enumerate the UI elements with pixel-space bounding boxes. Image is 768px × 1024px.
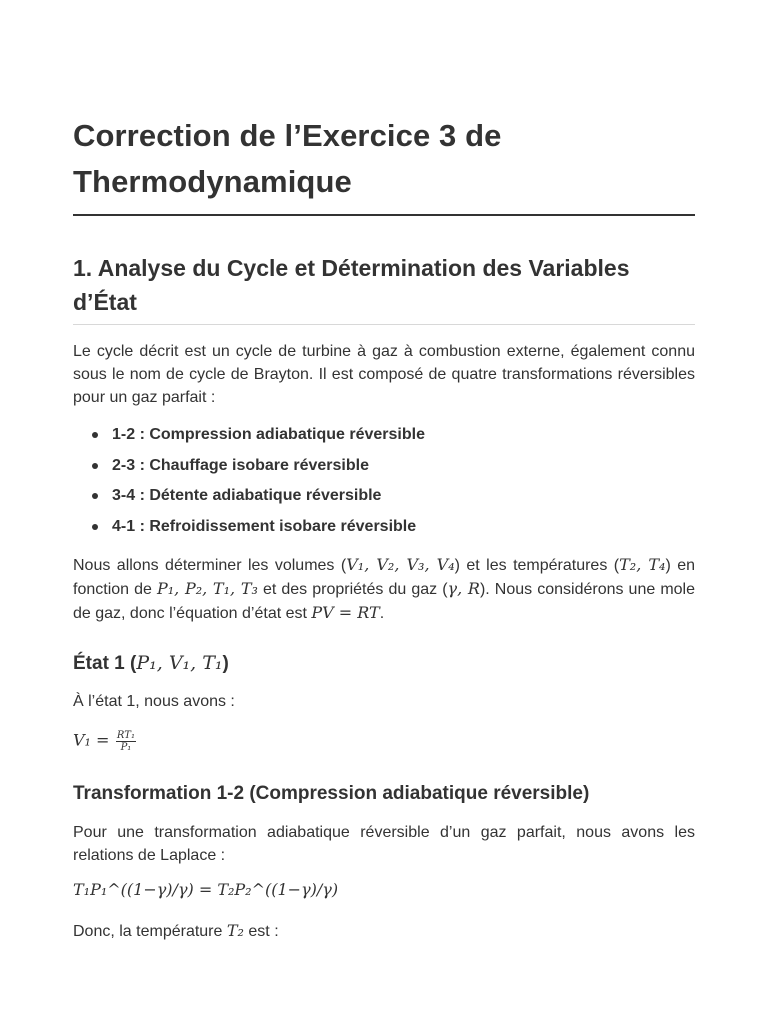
bullet-icon bbox=[92, 432, 98, 438]
math-known-variables: P₁, P₂, T₁, T₃ bbox=[156, 579, 258, 598]
list-item: 4-1 : Refroidissement isobare réversible bbox=[112, 515, 695, 546]
list-item: 2-3 : Chauffage isobare réversible bbox=[112, 454, 695, 485]
fraction: $\frac{\text{RT₁}}{\text{P₁}}$ bbox=[116, 730, 135, 753]
list-item: 3-4 : Détente adiabatique réversible bbox=[112, 484, 695, 515]
math-state1-variables: P₁, V₁, T₁ bbox=[136, 652, 223, 674]
math-gas-properties: γ, R bbox=[447, 579, 480, 598]
formula-v1: V₁ = $\frac{\text{RT₁}}{\text{P₁}}$ bbox=[73, 730, 135, 753]
math-t2: T₂ bbox=[226, 921, 244, 940]
list-item: 1-2 : Compression adiabatique réversible bbox=[112, 423, 695, 454]
page-title: Correction de l’Exercice 3 de Thermodynamique bbox=[73, 118, 502, 199]
state1-heading: État 1 (P₁, V₁, T₁) bbox=[73, 652, 229, 674]
document-page bbox=[73, 0, 695, 955]
state1-text: À l’état 1, nous avons : bbox=[73, 693, 235, 710]
section-divider bbox=[73, 324, 695, 325]
goal-paragraph: Nous allons déterminer les volumes (V₁, V₂, V₃, V₄) et les températures (T₂, T₄) en fonction de P₁, P₂, T₁, T₃ et des propriétés du gaz (γ, R). Nous considérons une mole de gaz, donc l’équation d’état est PV = RT. bbox=[73, 555, 695, 622]
intro-paragraph: Le cycle décrit est un cycle de turbine à gaz à combustion externe, également connu sous le nom de cycle de Brayton. Il est composé de quatre transformations réversibles pour un gaz parfait : bbox=[73, 343, 695, 406]
laplace-paragraph: Pour une transformation adiabatique réversible d’un gaz parfait, nous avons les relations de Laplace : bbox=[73, 824, 695, 864]
transformations-list bbox=[73, 423, 695, 545]
title-divider bbox=[73, 214, 695, 216]
section-heading-1: 1. Analyse du Cycle et Détermination des Variables d’État bbox=[73, 255, 630, 315]
formula-laplace: T₁P₁^((1−γ)/γ) = T₂P₂^((1−γ)/γ) bbox=[73, 880, 339, 899]
bullet-icon bbox=[92, 463, 98, 469]
conclusion-paragraph: Donc, la température T₂ est : bbox=[73, 921, 279, 940]
math-volumes: V₁, V₂, V₃, V₄ bbox=[346, 555, 455, 574]
bullet-icon bbox=[92, 493, 98, 499]
transformation-12-heading: Transformation 1-2 (Compression adiabatique réversible) bbox=[73, 783, 590, 804]
math-state-equation: PV = RT bbox=[311, 603, 380, 622]
math-temperatures: T₂, T₄ bbox=[619, 555, 666, 574]
bullet-icon bbox=[92, 524, 98, 530]
